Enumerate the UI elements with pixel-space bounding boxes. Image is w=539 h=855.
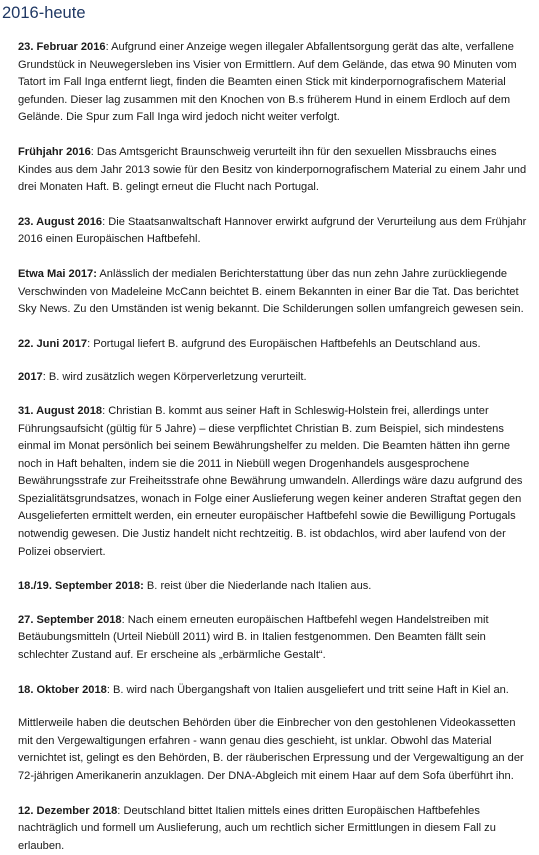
entry-text: : B. wird nach Übergangshaft von Italien ausgeliefert und tritt seine Haft in Kiel an. xyxy=(106,683,509,696)
entry-text: B. reist über die Niederlande nach Italien aus. xyxy=(143,580,372,593)
entry-date: 2017 xyxy=(18,371,43,384)
entry-text: : B. wird zusätzlich wegen Körperverletzung verurteilt. xyxy=(42,371,307,384)
entry-text: : Die Staatsanwaltschaft Hannover erwirkt aufgrund der Verurteilung aus dem Frühjahr 2016 einen Europäischen Haftbefehl. xyxy=(18,215,527,246)
entry-date: 23. August 2016 xyxy=(18,215,103,228)
section-heading: 2016-heute xyxy=(2,4,86,22)
timeline-entry xyxy=(18,214,529,249)
entry-text: : Deutschland bittet Italien mittels eines dritten Europäischen Haftbefehles nachträglich und formell um Auslieferung, auch um rechtlich sicher Ermittlungen in diesem Fall zu erlauben. xyxy=(18,804,496,852)
timeline-entry xyxy=(18,369,529,387)
entry-date: 18./19. September 2018: xyxy=(18,580,144,593)
timeline-entry xyxy=(18,144,529,197)
entry-date: 12. Dezember 2018 xyxy=(18,804,118,817)
entry-text: Anlässlich der medialen Berichterstattung über das nun zehn Jahre zurückliegende Verschwinden von Madeleine McCann beichtet B. einem Bekannten in einer Bar die Tat. Das berichtet Sky News. Zu den Umständen ist wenig bekannt. Die Schilderungen sollen umfangreich gewesen sein. xyxy=(18,267,524,316)
timeline-paragraph xyxy=(18,715,529,785)
entry-date: 22. Juni 2017 xyxy=(18,337,88,350)
entry-date: Frühjahr 2016 xyxy=(18,145,91,158)
timeline-entry xyxy=(18,403,529,561)
entry-text: : Nach einem erneuten europäischen Haftbefehl wegen Handelstreiben mit Betäubungsmitteln (Urteil Niebüll 2011) wird B. in Italien festgenommen. Den Beamten fällt sein schlechter Zustand auf. Er erscheine als „erbärmliche Gestalt“. xyxy=(18,613,489,662)
entry-date: 23. Februar 2016 xyxy=(18,41,106,53)
timeline-entry xyxy=(18,682,529,700)
entry-date: 18. Oktober 2018 xyxy=(18,683,107,696)
entry-text: : Das Amtsgericht Braunschweig verurteilt ihn für den sexuellen Missbrauchs eines Kindes aus dem Jahr 2013 sowie für den Besitz von kinderpornografischem Material zu einem Jahr und drei Monaten Haft. B. gelingt erneut die Flucht nach Portugal. xyxy=(18,145,527,194)
entry-text: : Christian B. kommt aus seiner Haft in Schleswig-Holstein frei, allerdings unter Führungsaufsicht (gültig für 5 Jahre) – diese verpflichtet Christian B. zum Beispiel, sich mindestens einmal im Monat persönlich bei seinem Bewährungshelfer zu melden. Die Beamten hätten ihn gerne noch in Haft behalten, indem sie die 2011 in Niebüll wegen Drogenhandels ausgesprochene Bewährungsstrafe zur Freiheitsstrafe ohne Bewährung umwandeln. Allerdings wäre dazu aufgrund des Spezialitätsgrundsatzes, wonach in Folge einer Auslieferung wegen keiner anderen Straftat gegen den Ausgelieferten ermittelt werden, ein erneuter europäischer Haftbefehl sowie die Bewilligung Portugals notwendig gewesen. Die Justiz handelt nicht rechtzeitig. B. ist obdachlos, wird aber laufend von der Polizei observiert. xyxy=(18,404,523,558)
timeline-entry xyxy=(18,39,529,127)
entry-date: 27. September 2018 xyxy=(18,613,122,626)
entry-date: 31. August 2018 xyxy=(18,404,103,417)
entry-text: : Aufgrund einer Anzeige wegen illegaler Abfallentsorgung gerät das alte, verfallene Grundstück in Neuwegersleben ins Visier von Ermittlern. Auf dem Gelände, das etwa 90 Minuten vom Tatort im Fall Inga entfernt liegt, finden die Beamten einen Stick mit kinderpornografischem Material gefunden. Dieser lag zusammen mit den Knochen von B.s früherem Hund in einem Erdloch auf dem Gelände. Die Spur zum Fall Inga wird jedoch nicht weiter verfolgt. xyxy=(18,41,517,124)
timeline-entry xyxy=(18,578,529,596)
entry-text: : Portugal liefert B. aufgrund des Europäischen Haftbefehls an Deutschland aus. xyxy=(87,337,481,350)
timeline-entry xyxy=(18,803,529,855)
timeline-entry xyxy=(18,612,529,665)
entry-date: Etwa Mai 2017: xyxy=(18,267,97,280)
timeline-entry xyxy=(18,266,529,319)
timeline-entry xyxy=(18,336,529,354)
entry-text: Mittlerweile haben die deutschen Behörden über die Einbrecher von den gestohlenen Videokassetten mit den Vergewaltigungen erfahren - wann genau dies geschieht, ist unklar. Obwohl das Material vernichtet ist, gelingt es den Behörden, B. der räuberischen Erpressung und der Vergewaltigung an der 72-jährigen Amerikanerin anzuklagen. Der DNA-Abgleich mit einem Haar auf dem Sofa überführt ihn. xyxy=(18,717,524,782)
